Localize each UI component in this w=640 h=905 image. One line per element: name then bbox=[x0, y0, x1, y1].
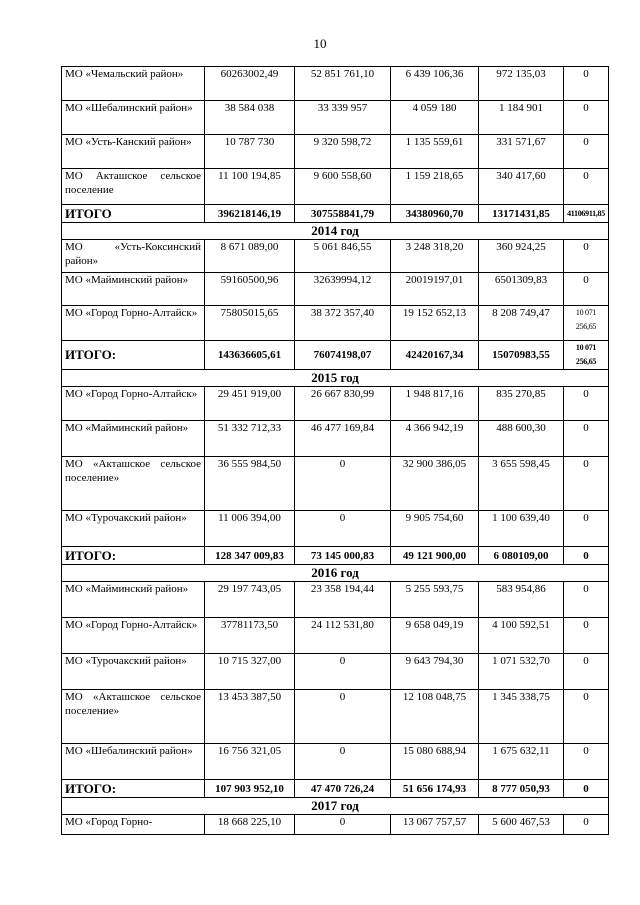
table-row bbox=[62, 690, 609, 744]
amount-cell: 9 658 049,19 bbox=[391, 618, 479, 654]
table-row bbox=[62, 654, 609, 690]
municipality-name: МО «Майминский район» bbox=[62, 421, 205, 457]
amount-cell: 38 584 038 bbox=[205, 101, 295, 135]
amount-cell: 0 bbox=[564, 169, 609, 205]
total-amount-cell: 0 bbox=[564, 780, 609, 798]
amount-cell: 0 bbox=[564, 67, 609, 101]
amount-cell: 23 358 194,44 bbox=[295, 582, 391, 618]
amount-cell: 6501309,83 bbox=[479, 273, 564, 306]
amount-cell: 0 bbox=[295, 654, 391, 690]
municipality-name: МО «Акташское сельское поселение» bbox=[62, 690, 205, 744]
amount-cell: 0 bbox=[564, 135, 609, 169]
amount-cell: 29 451 919,00 bbox=[205, 387, 295, 421]
table-row bbox=[62, 457, 609, 511]
amount-cell: 11 100 194,85 bbox=[205, 169, 295, 205]
amount-cell: 1 071 532,70 bbox=[479, 654, 564, 690]
municipality-name: МО «Город Горно-Алтайск» bbox=[62, 306, 205, 341]
municipality-name: МО «Майминский район» bbox=[62, 273, 205, 306]
municipality-name: МО «Турочакский район» bbox=[62, 511, 205, 547]
municipality-name: МО «Чемальский район» bbox=[62, 67, 205, 101]
amount-cell: 0 bbox=[295, 815, 391, 835]
amount-cell: 15 080 688,94 bbox=[391, 744, 479, 780]
total-label: ИТОГО: bbox=[62, 341, 205, 370]
amount-cell: 331 571,67 bbox=[479, 135, 564, 169]
total-amount-cell: 0 bbox=[564, 547, 609, 565]
amount-cell: 19 152 652,13 bbox=[391, 306, 479, 341]
amount-cell: 0 bbox=[564, 744, 609, 780]
amount-cell: 10 715 327,00 bbox=[205, 654, 295, 690]
amount-cell: 6 439 106,36 bbox=[391, 67, 479, 101]
year-heading: 2014 год bbox=[62, 223, 609, 240]
table-row bbox=[62, 240, 609, 273]
amount-cell: 0 bbox=[295, 690, 391, 744]
table-row bbox=[62, 273, 609, 306]
municipality-name: МО «Город Горно- bbox=[62, 815, 205, 835]
year-heading: 2016 год bbox=[62, 565, 609, 582]
amount-cell: 3 655 598,45 bbox=[479, 457, 564, 511]
amount-cell: 32 900 386,05 bbox=[391, 457, 479, 511]
amount-cell: 488 600,30 bbox=[479, 421, 564, 457]
amount-cell: 51 332 712,33 bbox=[205, 421, 295, 457]
municipality-name: МО «Турочакский район» bbox=[62, 654, 205, 690]
year-heading: 2015 год bbox=[62, 370, 609, 387]
amount-cell: 1 345 338,75 bbox=[479, 690, 564, 744]
amount-cell: 0 bbox=[564, 654, 609, 690]
table-row bbox=[62, 815, 609, 835]
year-heading: 2017 год bbox=[62, 798, 609, 815]
amount-cell: 1 100 639,40 bbox=[479, 511, 564, 547]
year-row bbox=[62, 798, 609, 815]
table-row bbox=[62, 618, 609, 654]
total-amount-cell: 10 071 256,65 bbox=[564, 341, 609, 370]
municipality-name: МО «Акташское сельское поселение» bbox=[62, 457, 205, 511]
total-amount-cell: 34380960,70 bbox=[391, 205, 479, 223]
amount-cell: 1 948 817,16 bbox=[391, 387, 479, 421]
table-row bbox=[62, 135, 609, 169]
table-row bbox=[62, 101, 609, 135]
total-row bbox=[62, 547, 609, 565]
amount-cell: 46 477 169,84 bbox=[295, 421, 391, 457]
year-row bbox=[62, 565, 609, 582]
amount-cell: 11 006 394,00 bbox=[205, 511, 295, 547]
table-row bbox=[62, 387, 609, 421]
amount-cell: 9 600 558,60 bbox=[295, 169, 391, 205]
amount-cell: 8 208 749,47 bbox=[479, 306, 564, 341]
total-amount-cell: 143636605,61 bbox=[205, 341, 295, 370]
page-number: 10 bbox=[313, 36, 327, 51]
table-row bbox=[62, 421, 609, 457]
table-row bbox=[62, 744, 609, 780]
total-label: ИТОГО: bbox=[62, 547, 205, 565]
municipality-name: МО «Майминский район» bbox=[62, 582, 205, 618]
amount-cell: 0 bbox=[564, 511, 609, 547]
amount-cell: 0 bbox=[564, 457, 609, 511]
total-amount-cell: 15070983,55 bbox=[479, 341, 564, 370]
amount-cell: 9 320 598,72 bbox=[295, 135, 391, 169]
total-amount-cell: 6 080109,00 bbox=[479, 547, 564, 565]
municipality-name: МО «Усть-Канский район» bbox=[62, 135, 205, 169]
amount-cell: 0 bbox=[295, 744, 391, 780]
year-row bbox=[62, 370, 609, 387]
total-row bbox=[62, 341, 609, 370]
total-amount-cell: 107 903 952,10 bbox=[205, 780, 295, 798]
amount-cell: 0 bbox=[564, 101, 609, 135]
amount-cell: 0 bbox=[295, 457, 391, 511]
municipality-name: МО «Шебалинский район» bbox=[62, 744, 205, 780]
amount-cell: 18 668 225,10 bbox=[205, 815, 295, 835]
amount-cell: 37781173,50 bbox=[205, 618, 295, 654]
table-row bbox=[62, 511, 609, 547]
total-amount-cell: 76074198,07 bbox=[295, 341, 391, 370]
year-row bbox=[62, 223, 609, 240]
amount-cell: 0 bbox=[564, 690, 609, 744]
amount-cell: 9 643 794,30 bbox=[391, 654, 479, 690]
amount-cell: 360 924,25 bbox=[479, 240, 564, 273]
funding-table bbox=[61, 66, 609, 835]
funding-table-body bbox=[62, 67, 609, 835]
amount-cell: 340 417,60 bbox=[479, 169, 564, 205]
amount-cell: 5 061 846,55 bbox=[295, 240, 391, 273]
amount-cell: 1 159 218,65 bbox=[391, 169, 479, 205]
amount-cell: 26 667 830,99 bbox=[295, 387, 391, 421]
total-amount-cell: 128 347 009,83 bbox=[205, 547, 295, 565]
amount-cell: 52 851 761,10 bbox=[295, 67, 391, 101]
amount-cell: 0 bbox=[564, 273, 609, 306]
amount-cell: 3 248 318,20 bbox=[391, 240, 479, 273]
total-label: ИТОГО: bbox=[62, 780, 205, 798]
amount-cell: 10 787 730 bbox=[205, 135, 295, 169]
amount-cell: 16 756 321,05 bbox=[205, 744, 295, 780]
amount-cell: 38 372 357,40 bbox=[295, 306, 391, 341]
amount-cell: 60263002,49 bbox=[205, 67, 295, 101]
total-amount-cell: 307558841,79 bbox=[295, 205, 391, 223]
table-row bbox=[62, 67, 609, 101]
amount-cell: 0 bbox=[564, 421, 609, 457]
amount-cell: 8 671 089,00 bbox=[205, 240, 295, 273]
amount-cell: 36 555 984,50 bbox=[205, 457, 295, 511]
municipality-name: МО «Город Горно-Алтайск» bbox=[62, 387, 205, 421]
table-row bbox=[62, 169, 609, 205]
amount-cell: 0 bbox=[564, 387, 609, 421]
amount-cell: 9 905 754,60 bbox=[391, 511, 479, 547]
amount-cell: 1 675 632,11 bbox=[479, 744, 564, 780]
total-amount-cell: 47 470 726,24 bbox=[295, 780, 391, 798]
amount-cell: 33 339 957 bbox=[295, 101, 391, 135]
municipality-name: МО «Город Горно-Алтайск» bbox=[62, 618, 205, 654]
amount-cell: 583 954,86 bbox=[479, 582, 564, 618]
amount-cell: 24 112 531,80 bbox=[295, 618, 391, 654]
amount-cell: 20019197,01 bbox=[391, 273, 479, 306]
total-amount-cell: 49 121 900,00 bbox=[391, 547, 479, 565]
total-amount-cell: 42420167,34 bbox=[391, 341, 479, 370]
municipality-name: МО Акташское сельское поселение bbox=[62, 169, 205, 205]
amount-cell: 0 bbox=[564, 618, 609, 654]
total-amount-cell: 51 656 174,93 bbox=[391, 780, 479, 798]
total-amount-cell: 41106911,85 bbox=[564, 205, 609, 223]
amount-cell: 835 270,85 bbox=[479, 387, 564, 421]
municipality-name: МО «Шебалинский район» bbox=[62, 101, 205, 135]
amount-cell: 0 bbox=[564, 240, 609, 273]
total-label: ИТОГО bbox=[62, 205, 205, 223]
total-amount-cell: 396218146,19 bbox=[205, 205, 295, 223]
amount-cell: 1 135 559,61 bbox=[391, 135, 479, 169]
amount-cell: 0 bbox=[295, 511, 391, 547]
amount-cell: 59160500,96 bbox=[205, 273, 295, 306]
amount-cell: 5 600 467,53 bbox=[479, 815, 564, 835]
total-row bbox=[62, 205, 609, 223]
amount-cell: 4 366 942,19 bbox=[391, 421, 479, 457]
amount-cell: 75805015,65 bbox=[205, 306, 295, 341]
amount-cell: 4 100 592,51 bbox=[479, 618, 564, 654]
total-amount-cell: 73 145 000,83 bbox=[295, 547, 391, 565]
amount-cell: 13 067 757,57 bbox=[391, 815, 479, 835]
amount-cell: 13 453 387,50 bbox=[205, 690, 295, 744]
municipality-name: МО «Усть-Коксинский район» bbox=[62, 240, 205, 273]
amount-cell: 1 184 901 bbox=[479, 101, 564, 135]
amount-cell: 4 059 180 bbox=[391, 101, 479, 135]
amount-cell: 0 bbox=[564, 815, 609, 835]
total-amount-cell: 8 777 050,93 bbox=[479, 780, 564, 798]
amount-cell: 29 197 743,05 bbox=[205, 582, 295, 618]
amount-cell: 5 255 593,75 bbox=[391, 582, 479, 618]
table-row bbox=[62, 306, 609, 341]
total-amount-cell: 13171431,85 bbox=[479, 205, 564, 223]
amount-cell: 32639994,12 bbox=[295, 273, 391, 306]
table-row bbox=[62, 582, 609, 618]
amount-cell: 972 135,03 bbox=[479, 67, 564, 101]
amount-cell: 0 bbox=[564, 582, 609, 618]
amount-cell: 12 108 048,75 bbox=[391, 690, 479, 744]
amount-cell: 10 071 256,65 bbox=[564, 306, 609, 341]
total-row bbox=[62, 780, 609, 798]
